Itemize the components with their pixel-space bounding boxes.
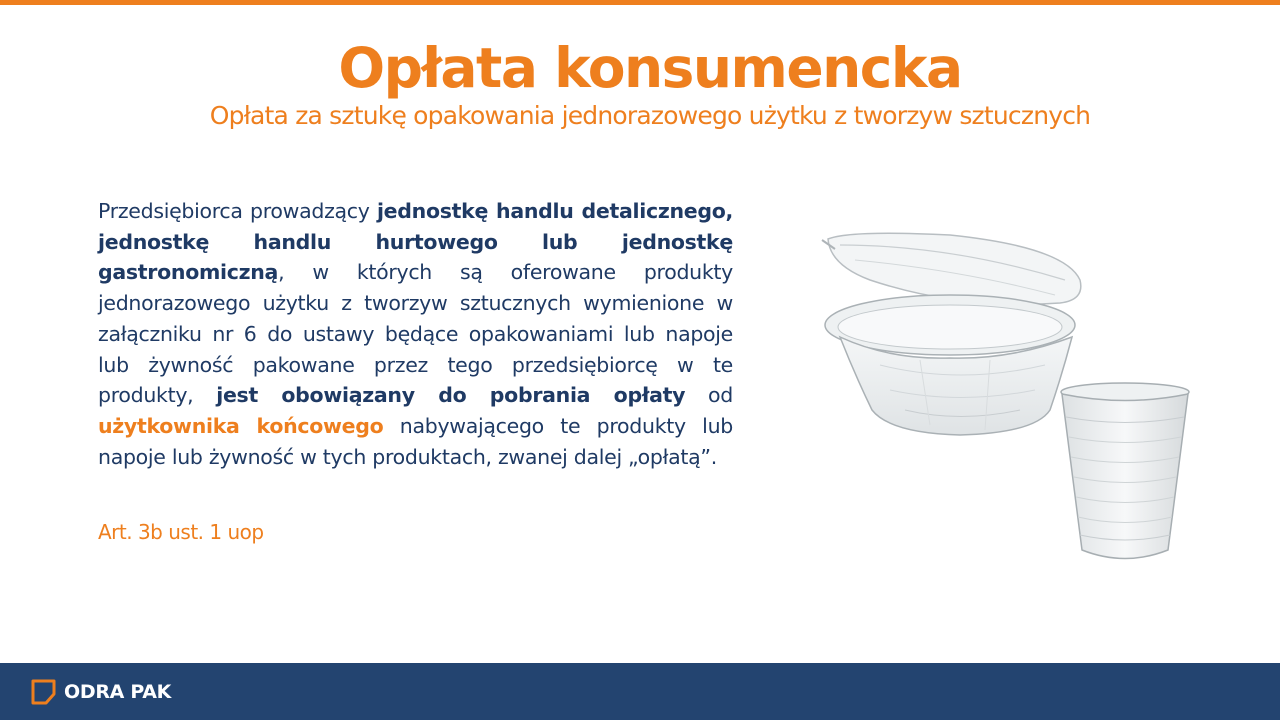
product-image	[810, 225, 1200, 570]
footer-bar	[0, 663, 1280, 720]
page-title: Opłata konsumencka	[338, 36, 962, 100]
company-logo	[31, 678, 171, 706]
paragraph-highlight-end-user: użytkownika końcowego	[98, 413, 384, 438]
body-paragraph	[98, 196, 733, 472]
page-subtitle: Opłata za sztukę opakowania jednorazowego użytku z tworzyw sztucznych	[209, 101, 1091, 130]
plastic-cup-icon	[1061, 383, 1189, 559]
paragraph-text-3: od	[685, 383, 733, 408]
top-accent-bar	[0, 0, 1280, 5]
logo-mark-icon	[31, 679, 57, 705]
paragraph-text-4: nabywającego te produkty lub napoje lub żywność w tych produktach, zwanej dalej „opłatą”.	[98, 413, 733, 469]
paragraph-bold-units: jednostkę handlu detalicznego, jednostkę handlu hurtowego lub jednostkę gastronomiczną	[98, 199, 733, 285]
paragraph-text-2: , w których są oferowane produkty jednorazowego użytku z tworzyw sztucznych wymienione w załączniku nr 6 do ustawy będące opakowaniami lub napoje lub żywność pakowane przez tego przedsiębiorcę w te produkty,	[98, 260, 733, 408]
legal-reference: Art. 3b ust. 1 uop	[98, 520, 264, 544]
paragraph-text-1: Przedsiębiorca prowadzący	[98, 199, 377, 223]
paragraph-bold-obligation: jest obowiązany do pobrania opłaty	[216, 383, 686, 408]
logo-text: ODRA PAK	[64, 681, 172, 703]
food-container-icon	[822, 233, 1081, 435]
